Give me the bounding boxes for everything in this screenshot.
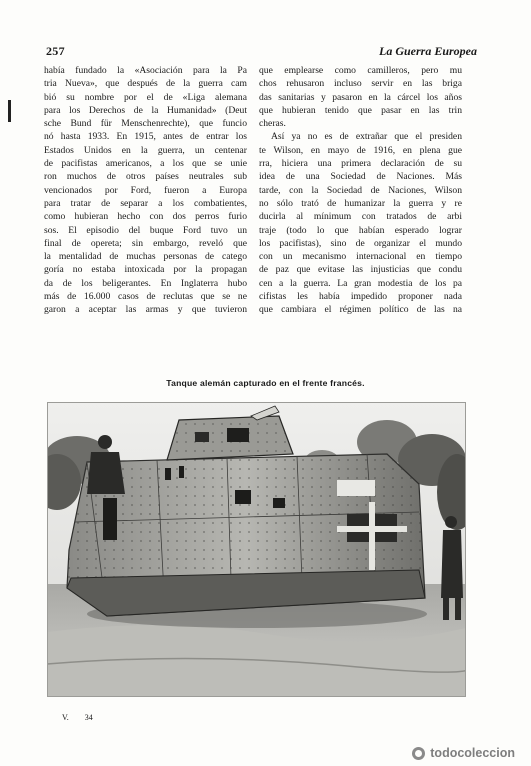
text-line: das sanitarias y pasaron en la cárcel los años bbox=[259, 91, 462, 103]
text-line: no sólo trató de humanizar la guerra y re bbox=[259, 197, 462, 209]
text-line: más de 16.000 casos de reclutas que se ne bbox=[44, 291, 247, 303]
printer-signature bbox=[62, 713, 109, 722]
text-line: cen a la guerra. La gran modestia de los pa bbox=[259, 277, 462, 289]
text-line: tarde, con la Sociedad de Naciones, Wilson bbox=[259, 184, 462, 196]
running-title: La Guerra Europea bbox=[378, 44, 477, 58]
text-line: para tratar de separar a los combatientes, bbox=[44, 197, 247, 209]
text-line: cifistas les había impedido proponer nada bbox=[259, 291, 462, 303]
text-line: como hubieran hecho con dos perros furio bbox=[44, 211, 247, 223]
text-line: te Wilson, en mayo de 1916, en plena gue bbox=[259, 144, 462, 156]
text-column-right bbox=[259, 64, 462, 317]
margin-mark bbox=[8, 100, 11, 122]
text-line: de pacifistas americanos, a los que se unie bbox=[44, 158, 247, 170]
text-line: da de los beligerantes. En Inglaterra hubo bbox=[44, 277, 247, 289]
text-line: Estados Unidos en la guerra, un centenar bbox=[44, 144, 247, 156]
text-line: que cambiara el régimen político de las na bbox=[259, 304, 462, 316]
paragraph-start: Así ya no es de extrañar que el presiden bbox=[271, 131, 462, 143]
tank-photo-illustration bbox=[47, 402, 466, 697]
watermark-logo-icon bbox=[412, 747, 425, 760]
text-line: sche Bund für Menschenrechte), que funcio bbox=[44, 118, 247, 130]
figure-caption: Tanque alemán capturado en el frente francés. bbox=[166, 378, 365, 388]
watermark bbox=[412, 746, 515, 760]
text-line: que hubieran tenido que pasar en las trin bbox=[259, 104, 462, 116]
text-line: nó hasta 1933. En 1915, antes de entrar los bbox=[44, 131, 247, 143]
page-number: 257 bbox=[46, 44, 65, 58]
text-line: idea de una Sociedad de Naciones. Más bbox=[259, 171, 462, 183]
text-line: con un mecanismo internacional en tiempo bbox=[259, 251, 462, 263]
watermark-text: todocoleccion bbox=[430, 746, 515, 760]
text-line: cheras. bbox=[259, 118, 286, 130]
text-column-left bbox=[44, 64, 247, 317]
text-line: garon a aceptar las armas y que tuvieron bbox=[44, 304, 247, 316]
text-line: rra, hiciera una primera declaración de su bbox=[259, 158, 462, 170]
text-line: para los Derechos de la Humanidad» (Deut bbox=[44, 104, 247, 116]
text-line: goría no estaba intoxicada por la propagan bbox=[44, 264, 247, 276]
signature-number: 34 bbox=[84, 713, 93, 722]
text-line: los pacifistas), sino de organizar el mundo bbox=[259, 237, 462, 249]
text-line: que emplearse como camilleros, pero mu bbox=[259, 65, 462, 76]
text-line: sos. El episodio del buque Ford tuvo un bbox=[44, 224, 247, 236]
text-line: bió su nombre por el de «Liga alemana bbox=[44, 91, 247, 103]
text-line: tria Nueva», que después de la guerra cam bbox=[44, 78, 247, 90]
text-line: traje (todo lo que habían esperado lograr bbox=[259, 224, 462, 236]
text-line: ducirla al mínimum con tratados de arbi bbox=[259, 211, 462, 223]
signature-volume: V. bbox=[62, 713, 69, 722]
text-line: la mentalidad de muchas personas de catego bbox=[44, 251, 247, 263]
text-line: vencionados por Ford, fueron a Europa bbox=[44, 184, 247, 196]
text-line: chos rehusaron incluso servir en las briga bbox=[259, 78, 462, 90]
text-line: final de opereta; sin embargo, reveló que bbox=[44, 237, 247, 249]
tank-photograph bbox=[47, 402, 466, 697]
text-line: ron muchos de otros países neutrales sub bbox=[44, 171, 247, 183]
text-line: había fundado la «Asociación para la Pa bbox=[44, 65, 247, 76]
text-line: de paz que evitase las injusticias que condu bbox=[259, 264, 462, 276]
